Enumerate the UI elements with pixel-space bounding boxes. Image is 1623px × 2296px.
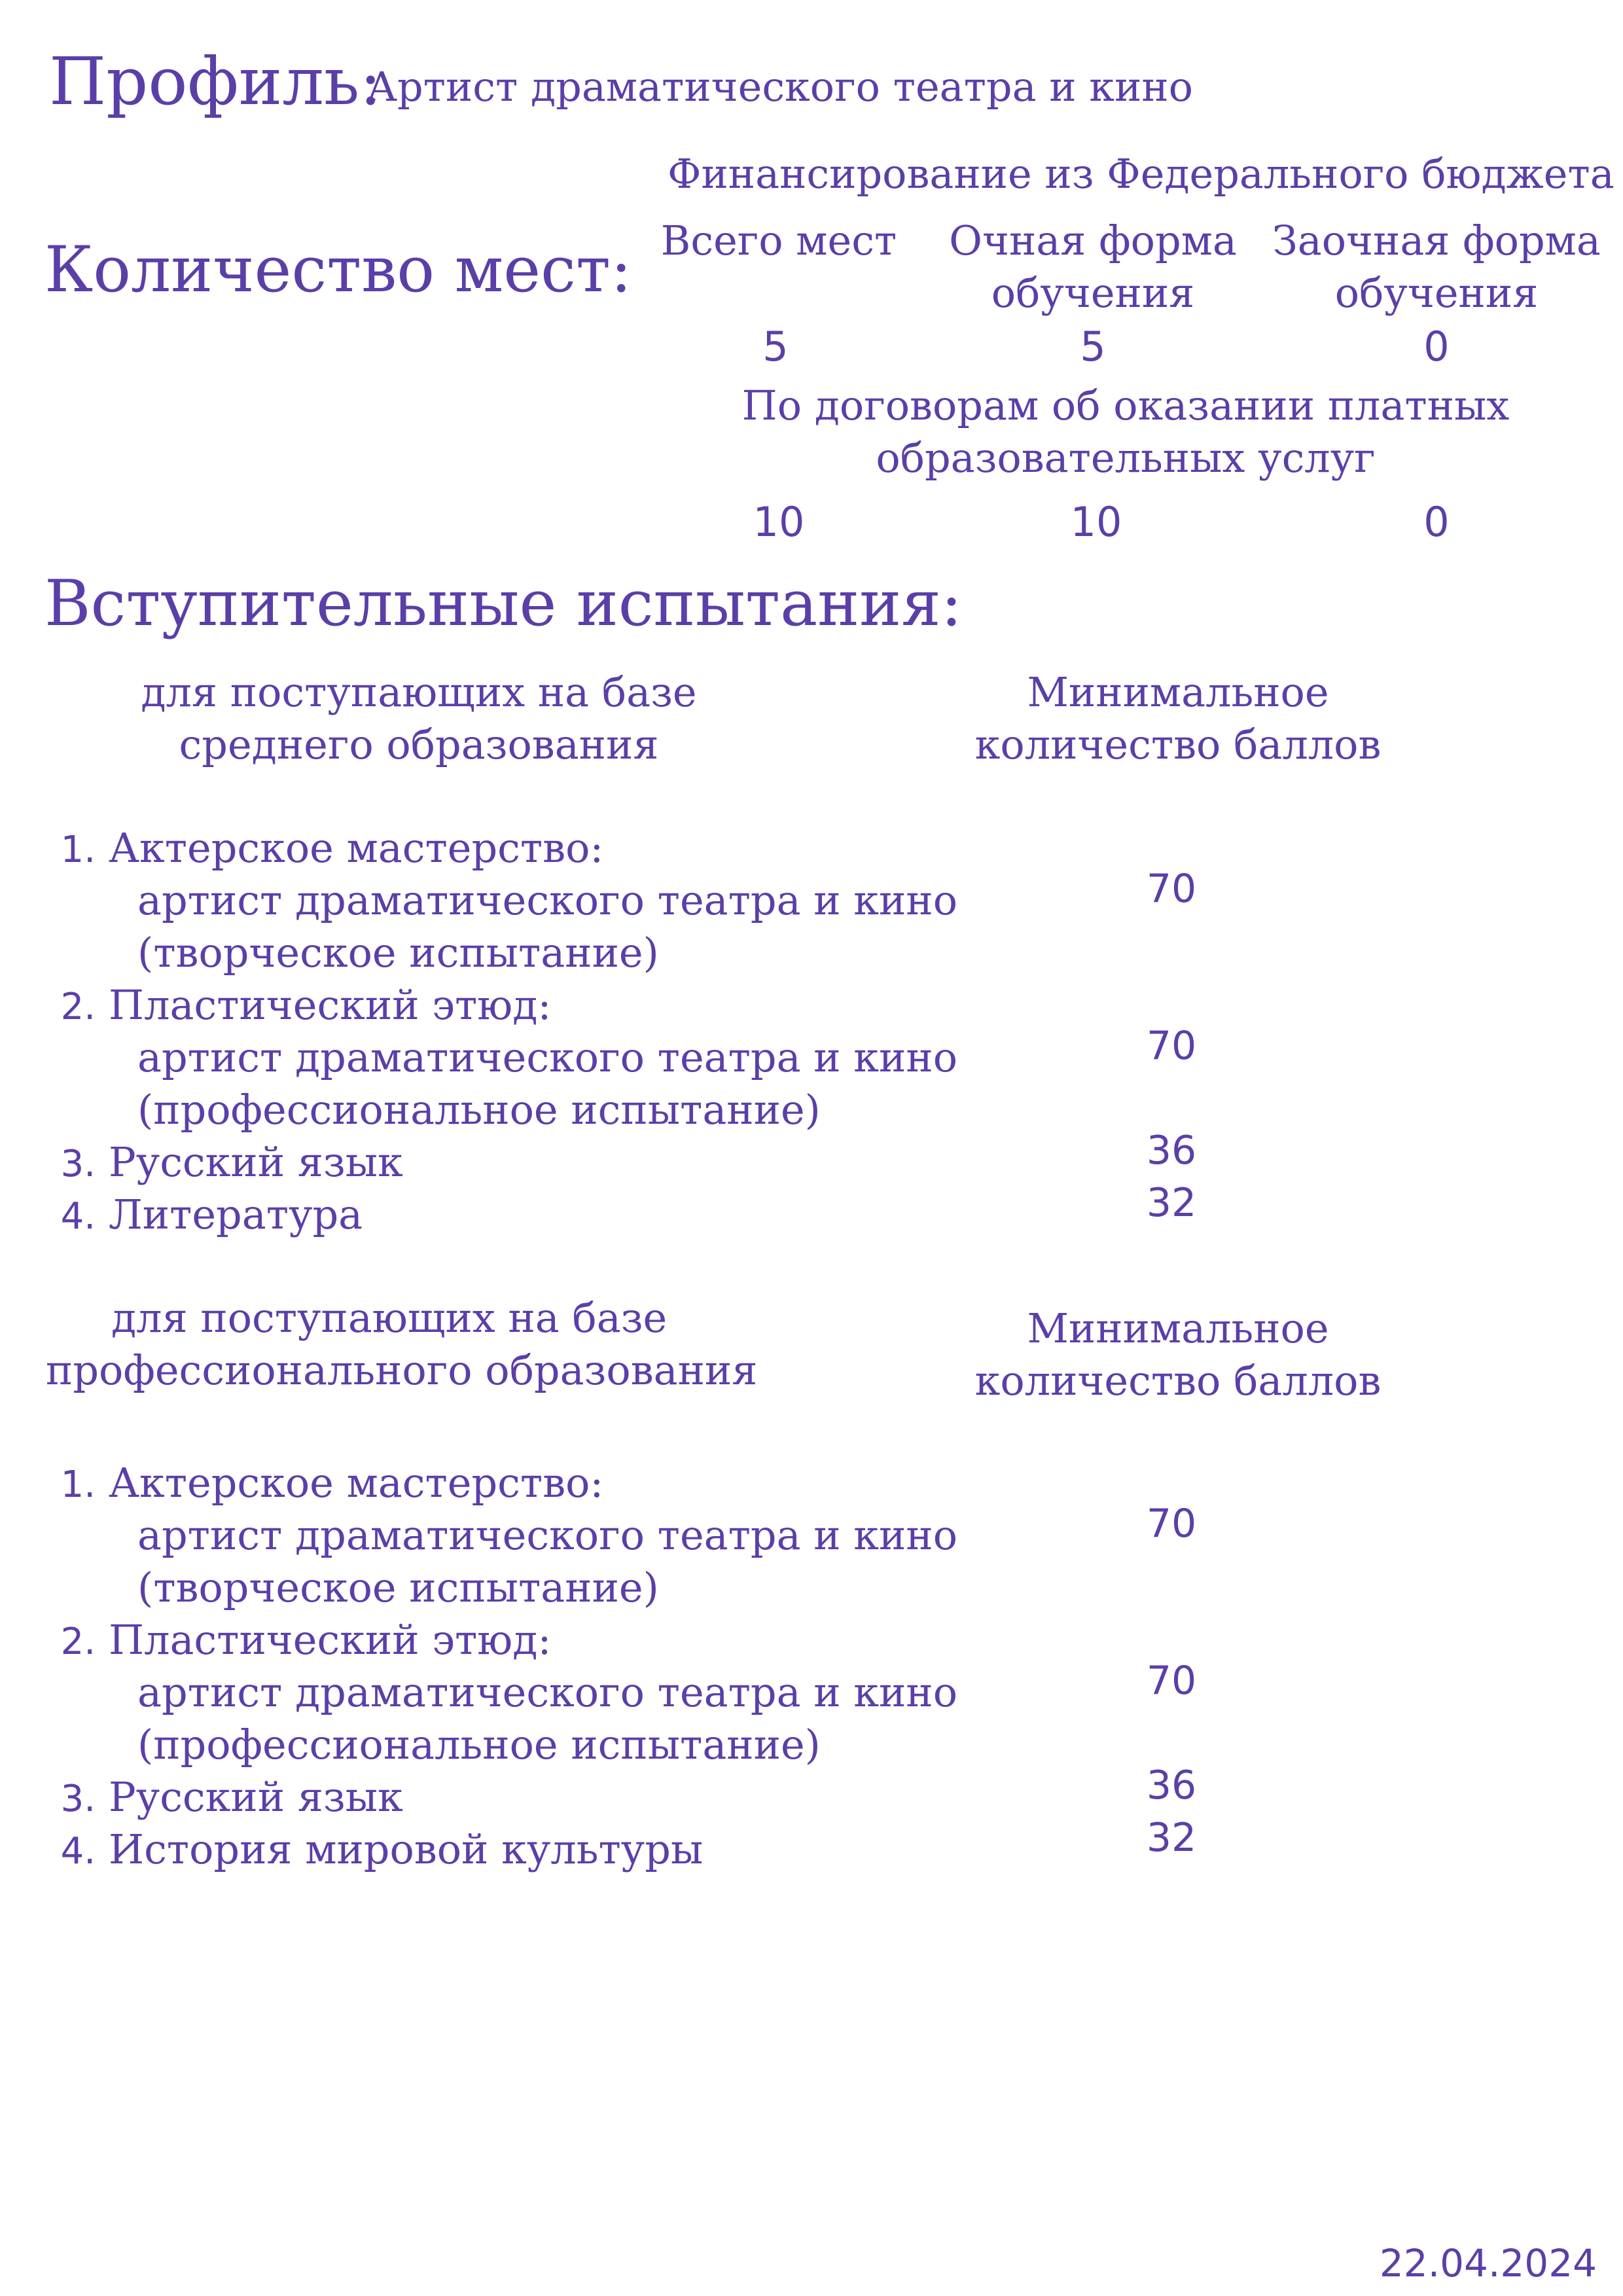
- exam-item-number: 4.: [60, 1830, 96, 1873]
- exam-item-3: [46, 1136, 403, 1191]
- exam-item-title: Литература: [109, 1191, 363, 1238]
- exam-item-4: [46, 1823, 703, 1878]
- exam-score: 32: [1146, 1180, 1197, 1226]
- exam-item-number: 2.: [60, 986, 96, 1028]
- col-full-time: Очная форма обучения: [949, 217, 1237, 317]
- exam-score: 36: [1146, 1128, 1197, 1174]
- exam-item-detail: артист драматического театра и кино: [137, 876, 958, 924]
- exam-item-detail: (творческое испытание): [137, 1564, 659, 1611]
- exam-item-title: Русский язык: [109, 1138, 403, 1186]
- exam-item-detail: артист драматического театра и кино: [137, 1511, 958, 1559]
- exam-score: 36: [1146, 1763, 1197, 1808]
- federal-full-time-value: 5: [1080, 323, 1106, 370]
- exam-item-title: Пластический этюд:: [109, 1616, 552, 1664]
- exam-item-2: [46, 1614, 551, 1668]
- exam-item-detail: (творческое испытание): [137, 929, 659, 977]
- exam-item-title: Пластический этюд:: [109, 981, 552, 1029]
- col-part-time: Заочная форма обучения: [1272, 217, 1601, 317]
- exam-score: 32: [1146, 1815, 1197, 1861]
- exam-item-1: [46, 1457, 603, 1511]
- exam-item-title: Актерское мастерство:: [109, 824, 604, 872]
- exam-item-detail: (профессиональное испытание): [137, 1086, 821, 1134]
- exam-item-number: 3.: [60, 1143, 96, 1185]
- exam-item-detail: (профессиональное испытание): [137, 1721, 821, 1768]
- exam-item-number: 3.: [60, 1778, 96, 1820]
- exam-item-2: [46, 979, 551, 1033]
- paid-services-title: По договорам об оказании платных образовательных услуг: [741, 382, 1510, 482]
- exam-item-number: 1.: [60, 829, 96, 871]
- profile-value: Артист драматического театра и кино: [366, 63, 1194, 111]
- document-date: 22.04.2024: [1379, 2241, 1597, 2286]
- exam-item-number: 4.: [60, 1195, 96, 1238]
- seats-heading: Количество мест:: [45, 233, 632, 306]
- group-secondary-title: для поступающих на базе среднего образования: [141, 668, 697, 768]
- col-total-seats: Всего мест: [660, 217, 897, 264]
- group-secondary-score-header: Минимальное количество баллов: [974, 668, 1382, 768]
- exam-item-1: [46, 822, 603, 876]
- federal-total-value: 5: [762, 323, 789, 370]
- exam-item-title: История мировой культуры: [109, 1825, 704, 1873]
- exams-heading: Вступительные испытания:: [45, 567, 963, 640]
- paid-part-time-value: 0: [1423, 498, 1450, 546]
- exam-score: 70: [1146, 1501, 1197, 1547]
- federal-funding-title: Финансирование из Федерального бюджета: [668, 150, 1614, 198]
- profile-label: Профиль:: [49, 43, 382, 120]
- exam-score: 70: [1146, 866, 1197, 912]
- exam-score: 70: [1146, 1658, 1197, 1704]
- exam-score: 70: [1146, 1023, 1197, 1069]
- exam-item-3: [46, 1771, 403, 1825]
- paid-full-time-value: 10: [1070, 498, 1122, 546]
- group-professional-title: для поступающих на базе профессионального образования: [46, 1294, 758, 1394]
- exam-item-4: [46, 1189, 363, 1243]
- paid-total-value: 10: [753, 498, 805, 546]
- exam-item-detail: артист драматического театра и кино: [137, 1668, 958, 1716]
- exam-item-title: Русский язык: [109, 1773, 403, 1821]
- exam-item-detail: артист драматического театра и кино: [137, 1033, 958, 1081]
- exam-item-title: Актерское мастерство:: [109, 1459, 604, 1507]
- federal-part-time-value: 0: [1423, 323, 1450, 370]
- exam-item-number: 1.: [60, 1463, 96, 1506]
- group-professional-score-header: Минимальное количество баллов: [974, 1304, 1382, 1405]
- exam-item-number: 2.: [60, 1621, 96, 1663]
